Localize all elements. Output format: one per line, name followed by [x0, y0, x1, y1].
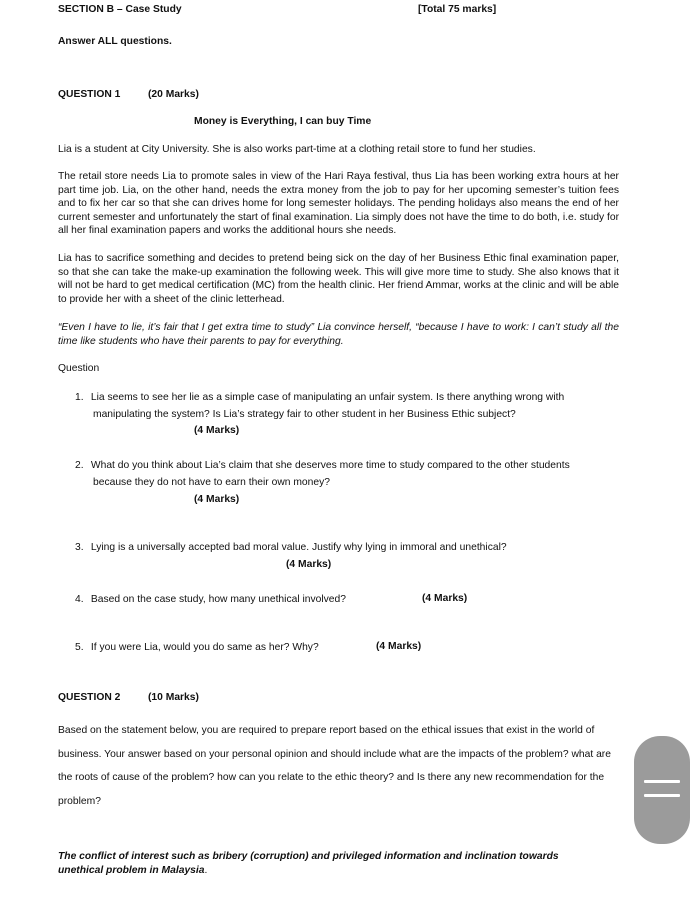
question-item	[75, 639, 595, 656]
question-2-label: QUESTION 2	[58, 692, 121, 703]
question-text: Lying is a universally accepted bad moral value. Justify why lying in immoral and unethical?	[90, 542, 507, 553]
question-2-body: Based on the statement below, you are required to prepare report based on the ethical issues that exist in the world of business. Your answer based on your personal opinion and should include what are the impacts of the problem? what are the roots of cause of the problem? how can you relate to the ethic theory? and Is there any new recommendation for the problem?	[58, 725, 611, 807]
question-item	[75, 389, 595, 423]
question-number: 4.	[75, 594, 84, 605]
case-paragraph-1: Lia is a student at City University. She is also works part-time at a clothing retail store to fund her studies.	[58, 144, 536, 155]
question-2-statement	[58, 850, 588, 877]
question-text: Lia seems to see her lie as a simple case of manipulating an unfair system. Is there anything wrong with	[90, 392, 565, 403]
question-text-continued: manipulating the system? Is Lia’s strategy fair to other student in her Business Ethic subject?	[93, 409, 516, 420]
section-title: SECTION B – Case Study	[58, 4, 182, 15]
question-item	[75, 539, 595, 556]
menu-icon-bar	[644, 794, 680, 797]
question-text: Based on the case study, how many unethical involved?	[90, 594, 346, 605]
question-text: If you were Lia, would you do same as her? Why?	[90, 642, 319, 653]
question-number: 2.	[75, 460, 84, 471]
case-quote: “Even I have to lie, it’s fair that I get extra time to study” Lia convince herself, “because I have to work: I can’t study all the time like students who have their parents to pay for everything.	[58, 322, 619, 347]
question-text: What do you think about Lia’s claim that she deserves more time to study compared to the other students	[90, 460, 570, 471]
question-heading: Question	[58, 363, 100, 374]
question-text-continued: because they do not have to earn their own money?	[93, 477, 330, 488]
statement-text: The conflict of interest such as bribery (corruption) and privileged information and inclination towards unethical problem in Malaysia	[58, 851, 559, 876]
question-1-label: QUESTION 1	[58, 89, 121, 100]
question-number: 5.	[75, 642, 84, 653]
question-marks: (4 Marks)	[194, 425, 240, 436]
question-marks: (4 Marks)	[376, 641, 422, 652]
question-1-marks: (20 Marks)	[148, 89, 199, 100]
menu-icon	[644, 780, 680, 783]
question-item	[75, 457, 595, 491]
question-marks: (4 Marks)	[422, 593, 468, 604]
question-number: 1.	[75, 392, 84, 403]
instruction: Answer ALL questions.	[58, 36, 172, 47]
question-marks: (4 Marks)	[194, 494, 240, 505]
statement-end: .	[204, 864, 208, 876]
case-paragraph-3: Lia has to sacrifice something and decides to pretend being sick on the day of her Business Ethic final examination paper, so that she can take the make-up examination the following week. This will give more time to study. She also knows that it will not be hard to get medical certification (MC) from the health clinic. Her friend Ammar, works at the clinic and will be able to provide her with a sheet of the clinic letterhead.	[58, 253, 619, 305]
case-paragraph-2: The retail store needs Lia to promote sales in view of the Hari Raya festival, thus Lia has been working extra hours at her part time job. Lia, on the other hand, needs the extra money from the job to pay for her upcoming semester’s tuition fees and to fix her car so that she can drives home for long semester holidays. The pending holidays also means the end of her current semester and unfortunately the start of final examination. Lia simply does not have the time to do both, i.e. study for all her final examination papers and works the additional hours she needs.	[58, 171, 619, 237]
question-marks: (4 Marks)	[286, 559, 332, 570]
case-study-title: Money is Everything, I can buy Time	[194, 116, 372, 127]
section-total-marks: [Total 75 marks]	[418, 4, 497, 15]
question-2-marks: (10 Marks)	[148, 692, 199, 703]
question-item	[75, 591, 595, 608]
floating-menu-handle[interactable]	[634, 736, 690, 844]
question-number: 3.	[75, 542, 84, 553]
